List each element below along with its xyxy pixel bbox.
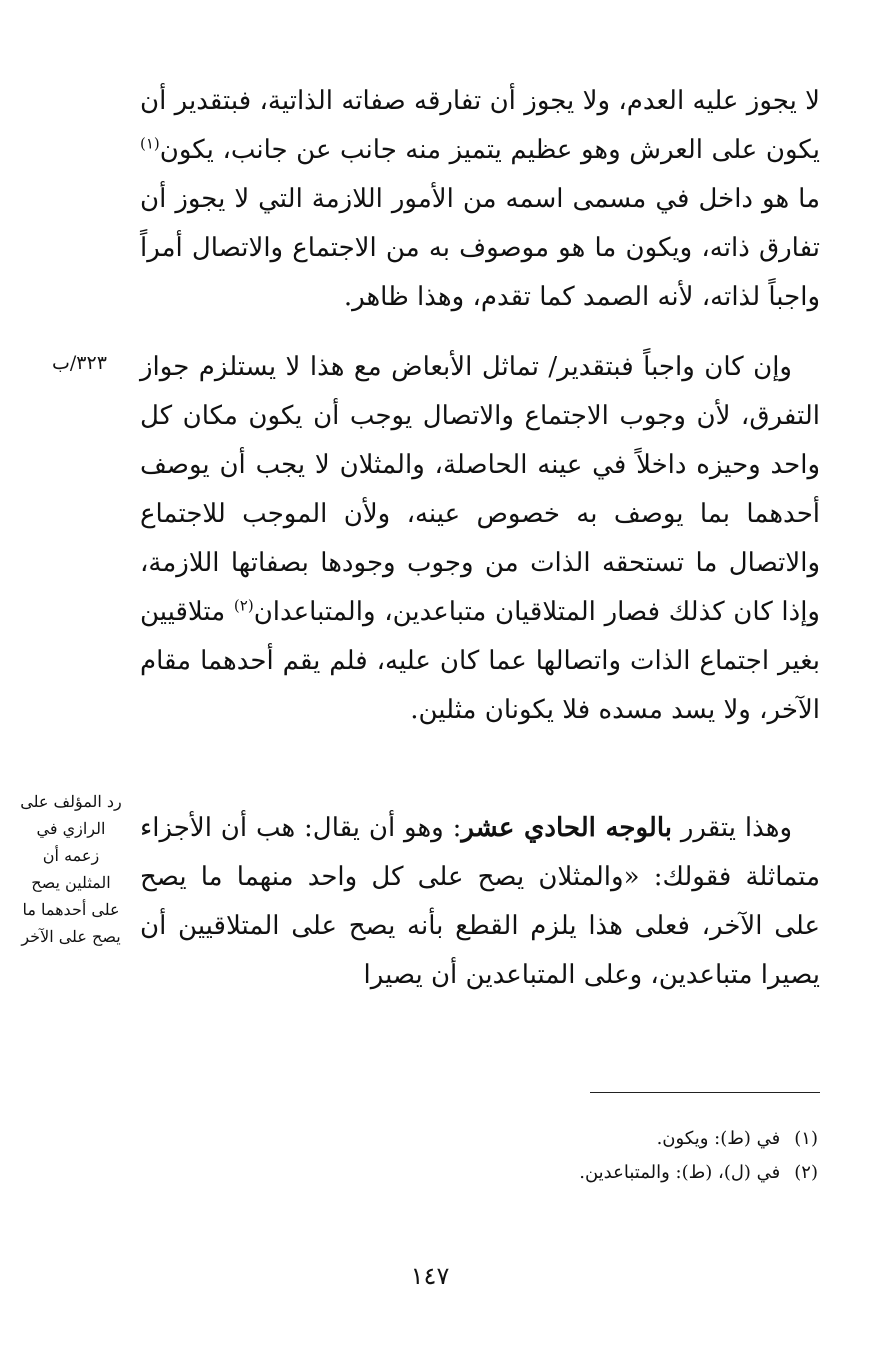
footnote-1-text: في (ط): ويكون. [656,1128,781,1149]
paragraph-2-text-b: متلاقيين بغير اجتماع الذات واتصالها عما كان عليه، فلم يقم أحدهما مقام الآخر، ولا يسد مسده فلا يكونان مثلين. [140,597,820,725]
footnote-1 [358,1122,818,1156]
paragraph-3-text-b: : وهو أن يقال: هب أن الأجزاء متماثلة فقولك: «والمثلان يصح على كل واحد منهما ما يصح على الآخر، فعلى هذا يلزم القطع بأنه يصح على المتلاقيين أن يصيرا متباعدين، وعلى المتباعدين أن يصيرا [140,813,821,990]
manuscript-folio-reference: ٣٢٣/ب [52,352,107,374]
footnote-1-number: (١) [794,1128,818,1149]
paragraph-2 [140,343,820,735]
paragraph-1-text-b: ما هو داخل في مسمى اسمه من الأمور اللازمة التي لا يجوز أن تفارق ذاته، ويكون ما هو موصوف به من الاجتماع والاتصال أمراً واجباً لذاته، لأنه الصمد كما تقدم، وهذا ظاهر. [140,184,820,312]
footnote-separator [590,1092,820,1093]
paragraph-1-text-a: لا يجوز عليه العدم، ولا يجوز أن تفارقه صفاته الذاتية، فبتقدير أن يكون على العرش وهو عظيم يتميز منه جانب عن جانب، يكون [140,86,820,165]
footnote-2 [358,1156,818,1190]
footnote-2-text: في (ل)، (ط): والمتباعدين. [579,1162,781,1183]
footnotes [358,1122,818,1190]
footnote-marker-1: (١) [140,134,160,153]
paragraph-3-bold-heading: بالوجه الحادي عشر [461,813,673,843]
paragraph-3-text-a: وهذا يتقرر [672,813,792,843]
footnote-2-number: (٢) [794,1162,818,1183]
page-number: ١٤٧ [410,1262,450,1290]
paragraph-3 [140,804,820,1000]
paragraph-2-text-a: وإن كان واجباً فبتقدير/ تماثل الأبعاض مع هذا لا يستلزم جواز التفرق، لأن وجوب الاجتماع والاتصال يوجب أن يكون مكان كل واحد وحيزه داخلاً في عينه الحاصلة، والمثلان لا يجب أن يوصف أحدهما بما يوصف به خصوص عينه، ولأن الموجب للاجتماع والاتصال ما تستحقه الذات من وجوب وجودها بصفاتها اللازمة، وإذا كان كذلك فصار المتلاقيان متباعدين، والمتباعدان [140,352,820,627]
margin-note: رد المؤلف على الرازي في زعمه أن المثلين يصح على أحدهما ما يصح على الآخر [20,792,122,946]
footnote-marker-2: (٢) [233,596,254,615]
paragraph-1 [140,77,820,322]
